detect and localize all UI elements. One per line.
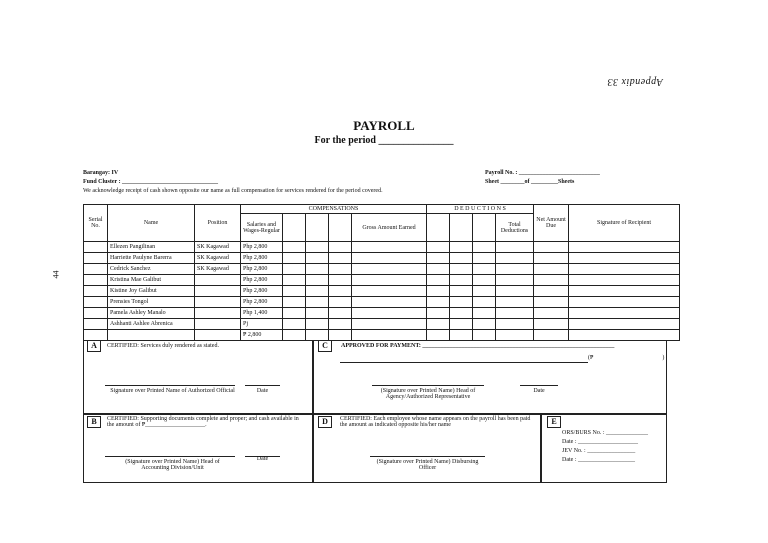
empty-cell [306,253,329,264]
header-net-amount: Net Amount Due [534,205,569,242]
empty-cell [569,242,680,253]
empty-cell [306,242,329,253]
section-e-jev: JEV No. : ________________ [562,448,636,454]
header-serial: Serial No. [84,205,108,242]
side-page-number: 44 [51,270,61,279]
table-row [84,319,680,330]
total-cell [329,330,352,341]
salary-cell: Php 2,800 [241,264,283,275]
name-cell: Pamela Ashley Manalo [108,308,195,319]
section-e-date2: Date : ___________________ [562,457,635,463]
table-row [84,242,680,253]
empty-cell [450,275,473,286]
empty-cell [329,275,352,286]
empty-cell [306,308,329,319]
header-name: Name [108,205,195,242]
serial-cell [84,319,108,330]
section-e-letter: E [547,416,561,428]
position-cell [195,275,241,286]
section-c-date: Date [533,388,545,394]
header-comp-blank-2 [306,214,329,242]
empty-cell [283,308,306,319]
total-salary: ₱ 2,800 [241,330,283,341]
empty-cell [352,275,427,286]
table-row [84,275,680,286]
empty-cell [569,297,680,308]
salary-cell: Php 2,800 [241,275,283,286]
total-cell [496,330,534,341]
empty-cell [352,319,427,330]
section-a-date-line [245,385,280,386]
header-ded-blank-2 [450,214,473,242]
section-a-letter: A [87,340,101,352]
empty-cell [427,242,450,253]
salary-cell: Php 2,800 [241,242,283,253]
position-cell [195,308,241,319]
section-e-date1: Date : ____________________ [562,439,638,445]
empty-cell [534,308,569,319]
empty-cell [569,308,680,319]
header-total-deductions: Total Deductions [496,214,534,242]
serial-cell [84,264,108,275]
total-cell [306,330,329,341]
table-row [84,264,680,275]
page-title: PAYROLL [353,118,415,133]
header-compensations: COMPENSATIONS [241,205,427,214]
section-b-date: Date [256,456,269,462]
empty-cell [306,319,329,330]
empty-cell [450,264,473,275]
position-cell: SK Kagawad [195,264,241,275]
empty-cell [496,308,534,319]
empty-cell [329,242,352,253]
position-cell: SK Kagawad [195,253,241,264]
empty-cell [450,297,473,308]
empty-cell [352,242,427,253]
empty-cell [496,275,534,286]
empty-cell [427,264,450,275]
total-cell [108,330,195,341]
empty-cell [473,308,496,319]
total-cell [352,330,427,341]
empty-cell [473,264,496,275]
total-cell [569,330,680,341]
empty-cell [283,319,306,330]
section-c-sig: (Signature over Printed Name) Head of Agency/Authorized Representative [380,388,476,400]
section-e-ors: ORS/BURS No. : ______________ [562,430,649,436]
header-comp-blank-3 [329,214,352,242]
empty-cell [427,275,450,286]
empty-cell [496,319,534,330]
name-cell: Kistine Joy Galibut [108,286,195,297]
section-d-text: CERTIFIED: Each employee whose name appears on the payroll has been paid the amount as indicated opposite his/her name [340,416,531,428]
empty-cell [496,264,534,275]
empty-cell [534,264,569,275]
total-cell [450,330,473,341]
position-cell: SK Kagawad [195,242,241,253]
serial-cell [84,253,108,264]
empty-cell [329,308,352,319]
empty-cell [427,319,450,330]
name-cell: Harriette Paulyne Barerra [108,253,195,264]
section-c-amount-line [340,362,588,363]
empty-cell [329,264,352,275]
empty-cell [427,253,450,264]
empty-cell [569,264,680,275]
section-b-sig-line [105,456,235,457]
empty-cell [329,286,352,297]
salary-cell: Php 2,800 [241,253,283,264]
empty-cell [283,275,306,286]
empty-cell [473,297,496,308]
empty-cell [534,286,569,297]
period-label: For the period _______________ [314,135,454,146]
empty-cell [473,275,496,286]
empty-cell [496,297,534,308]
sheet-label: Sheet ________of _________Sheets [485,179,575,185]
empty-cell [569,286,680,297]
name-cell: Ellezen Pangilinan [108,242,195,253]
appendix-label: Appendix 33 [607,76,663,87]
empty-cell [283,242,306,253]
total-cell [84,330,108,341]
name-cell: Ashhanti Ashlee Abrenica [108,319,195,330]
serial-cell [84,308,108,319]
header-gross: Gross Amount Earned [352,214,427,242]
salary-cell: Php 2,800 [241,286,283,297]
empty-cell [352,253,427,264]
total-cell [283,330,306,341]
empty-cell [329,253,352,264]
empty-cell [473,319,496,330]
barangay-label: Barangay: IV [83,170,119,176]
section-a-sig: Signature over Printed Name of Authorized Official [110,388,235,394]
section-c-letter: C [318,340,332,352]
serial-cell [84,242,108,253]
empty-cell [427,308,450,319]
salary-cell: Php 1,400 [241,308,283,319]
empty-cell [450,319,473,330]
empty-cell [534,275,569,286]
fund-cluster-label: Fund Cluster : ________________________________ [83,179,219,185]
header-deductions: D E D U C T I O N S [427,205,534,214]
table-row [84,308,680,319]
name-cell: Kristina Mae Galibut [108,275,195,286]
empty-cell [569,319,680,330]
table-row [84,286,680,297]
header-ded-blank-3 [473,214,496,242]
section-a-text: CERTIFIED: Services duly rendered as stated. [107,343,219,349]
position-cell [195,319,241,330]
empty-cell [306,297,329,308]
total-cell [473,330,496,341]
salary-cell: Php 2,800 [241,297,283,308]
table-row [84,253,680,264]
section-c-date-line [520,385,558,386]
salary-cell: Pj [241,319,283,330]
serial-cell [84,275,108,286]
empty-cell [534,242,569,253]
total-cell [534,330,569,341]
empty-cell [427,297,450,308]
section-b-text: CERTIFIED: Supporting documents complete and proper; and cash available in the amount of ₱____________________. [107,416,299,428]
empty-cell [283,264,306,275]
empty-cell [534,297,569,308]
table-row [84,297,680,308]
empty-cell [306,264,329,275]
empty-cell [450,308,473,319]
header-position: Position [195,205,241,242]
empty-cell [450,242,473,253]
empty-cell [534,319,569,330]
empty-cell [283,253,306,264]
empty-cell [534,253,569,264]
empty-cell [569,275,680,286]
section-d-sig-line [370,456,485,457]
section-a-sig-line [105,385,235,386]
empty-cell [352,264,427,275]
empty-cell [283,286,306,297]
empty-cell [283,297,306,308]
section-a-date: Date [256,388,269,394]
serial-cell [84,286,108,297]
empty-cell [306,275,329,286]
header-salaries: Salaries and Wages-Regular [241,214,283,242]
position-cell [195,286,241,297]
empty-cell [352,286,427,297]
empty-cell [473,242,496,253]
header-ded-blank-1 [427,214,450,242]
empty-cell [450,286,473,297]
header-signature: Signature of Recipient [569,205,680,242]
section-b-sig: (Signature over Printed Name) Head of Accounting Division/Unit [125,459,220,471]
empty-cell [329,319,352,330]
section-c-amount: (₱ ) [588,355,665,361]
empty-cell [352,297,427,308]
empty-cell [496,286,534,297]
position-cell [195,297,241,308]
empty-cell [496,253,534,264]
total-cell [427,330,450,341]
acknowledge-text: We acknowledge receipt of cash shown opposite our name as full compensation for services rendered for the period covered. [83,188,383,194]
header-comp-blank-1 [283,214,306,242]
empty-cell [329,297,352,308]
section-d-letter: D [318,416,332,428]
total-cell [195,330,241,341]
payroll-no-label: Payroll No. : ___________________________ [485,170,600,176]
section-b-letter: B [87,416,101,428]
section-d-sig: (Signature over Printed Name) Disbursing Officer [376,459,479,471]
section-a-box [83,340,314,415]
empty-cell [427,286,450,297]
empty-cell [306,286,329,297]
name-cell: Prensies Tongol [108,297,195,308]
empty-cell [473,253,496,264]
section-c-box [312,340,667,415]
payroll-table [83,204,680,341]
empty-cell [569,253,680,264]
empty-cell [450,253,473,264]
section-c-sig-line [372,385,484,386]
name-cell: Cedrick Sanchez [108,264,195,275]
section-c-text: APPROVED FOR PAYMENT: ________________________________________________________________ [341,343,615,349]
empty-cell [473,286,496,297]
empty-cell [352,308,427,319]
empty-cell [496,242,534,253]
serial-cell [84,297,108,308]
